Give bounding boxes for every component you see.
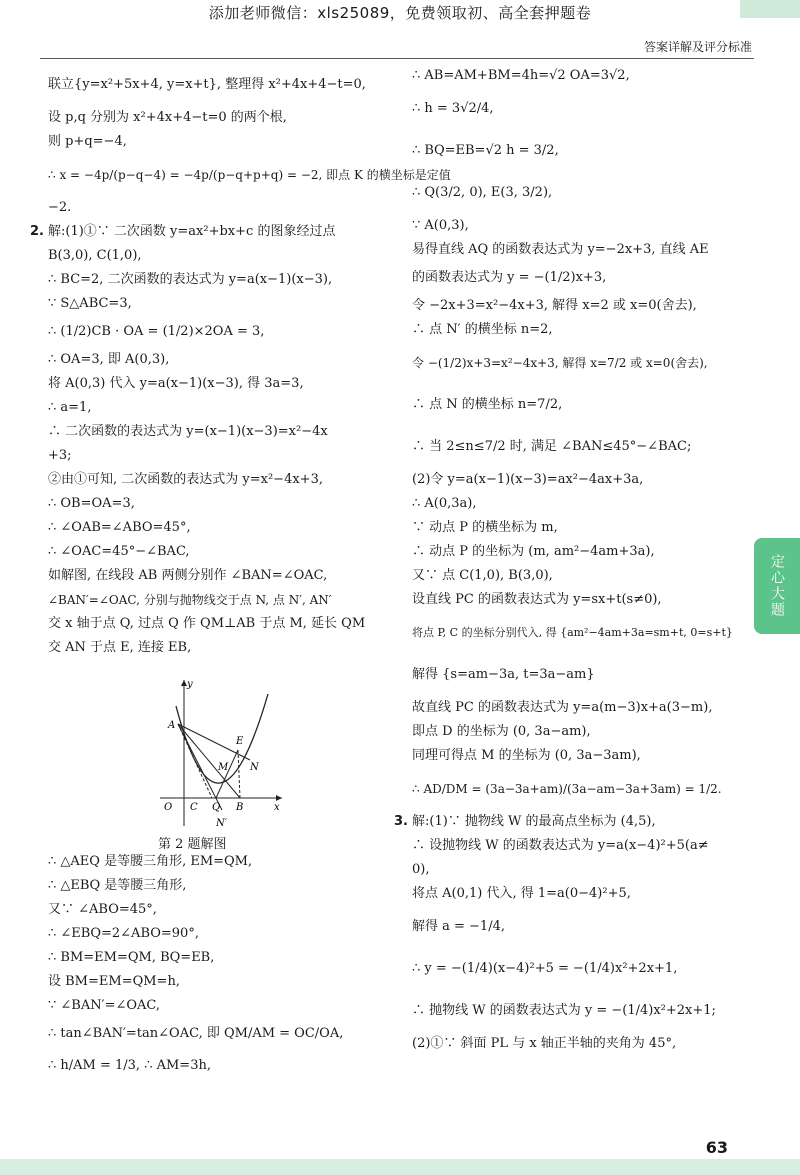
text-line: 0), — [412, 862, 430, 877]
text-line: 如解图, 在线段 AB 两侧分别作 ∠BAN=∠OAC, — [48, 568, 328, 583]
text-line: ∴ ∠EBQ=2∠ABO=90°, — [48, 926, 199, 941]
label-c: C — [190, 802, 198, 813]
text-line: 解:(1)∵ 抛物线 W 的最高点坐标为 (4,5), — [412, 814, 656, 829]
text-line: ∴ 设抛物线 W 的函数表达式为 y=a(x−4)²+5(a≠ — [412, 838, 709, 853]
line-an-prime — [178, 724, 222, 810]
line-eb — [238, 750, 240, 798]
text-line: ∴ (1/2)CB · OA = (1/2)×2OA = 3, — [48, 324, 265, 339]
text-line: ∴ ∠OAB=∠ABO=45°, — [48, 520, 191, 535]
label-m: M — [218, 762, 229, 773]
text-line: ∴ 二次函数的表达式为 y=(x−1)(x−3)=x²−4x — [48, 424, 328, 439]
label-e: E — [236, 736, 244, 747]
text-line: ∴ 动点 P 的坐标为 (m, am²−4am+3a), — [412, 544, 655, 559]
text-line: ∴ h/AM = 1/3, ∴ AM=3h, — [48, 1058, 211, 1073]
text-line: 交 AN 于点 E, 连接 EB, — [48, 640, 192, 655]
text-line: 则 p+q=−4, — [48, 134, 127, 149]
text-line: (2)令 y=a(x−1)(x−3)=ax²−4ax+3a, — [412, 472, 644, 487]
text-line: ∵ A(0,3), — [412, 218, 469, 233]
text-line: 交 x 轴于点 Q, 过点 Q 作 QM⊥AB 于点 M, 延长 QM — [48, 616, 366, 631]
question-line — [30, 220, 378, 244]
text-line: 令 −(1/2)x+3=x²−4x+3, 解得 x=7/2 或 x=0(舍去), — [412, 356, 708, 370]
text-line: ∴ OA=3, 即 A(0,3), — [48, 352, 170, 367]
label-q: Q — [212, 802, 221, 813]
text-line: B(3,0), C(1,0), — [48, 248, 142, 263]
text-line: ∴ A(0,3a), — [412, 496, 477, 511]
label-n: N — [250, 762, 259, 773]
text-line: ∠BAN′=∠OAC, 分别与抛物线交于点 N, 点 N′, AN′ — [48, 593, 332, 607]
text-line: ∵ S△ABC=3, — [48, 296, 132, 311]
text-line: ∵ ∠BAN′=∠OAC, — [48, 998, 161, 1013]
label-y: y — [187, 679, 193, 690]
text-line: 解得 {s=am−3a, t=3a−am} — [412, 667, 595, 682]
text-line: ∴ AB=AM+BM=4h=√2 OA=3√2, — [412, 68, 630, 83]
label-b: B — [236, 802, 244, 813]
text-line: ∴ y = −(1/4)(x−4)²+5 = −(1/4)x²+2x+1, — [412, 961, 678, 976]
text-line: 解:(1)①∵ 二次函数 y=ax²+bx+c 的图象经过点 — [48, 224, 336, 239]
text-line: ∴ BC=2, 二次函数的表达式为 y=a(x−1)(x−3), — [48, 272, 333, 287]
text-line: +3; — [48, 448, 72, 463]
text-line: ∴ 当 2≤n≤7/2 时, 满足 ∠BAN≤45°−∠BAC; — [412, 439, 692, 454]
text-line: 设直线 PC 的函数表达式为 y=sx+t(s≠0), — [412, 592, 662, 607]
text-line: ∴ AD/DM = (3a−3a+am)/(3a−am−3a+3am) = 1/2. — [412, 782, 722, 796]
text-line: ∴ h = 3√2/4, — [412, 101, 494, 116]
text-line: 设 p,q 分别为 x²+4x+4−t=0 的两个根, — [48, 110, 287, 125]
text-line: ∴ △AEQ 是等腰三角形, EM=QM, — [48, 854, 253, 869]
header-rule — [40, 58, 754, 59]
text-line: 故直线 PC 的函数表达式为 y=a(m−3)x+a(3−m), — [412, 700, 713, 715]
text-line: 联立{y=x²+5x+4, y=x+t}, 整理得 x²+4x+4−t=0, — [48, 77, 366, 92]
text-line: 令 −2x+3=x²−4x+3, 解得 x=2 或 x=0(舍去), — [412, 298, 697, 313]
text-line: ∴ BM=EM=QM, BQ=EB, — [48, 950, 215, 965]
text-line: 将 A(0,3) 代入 y=a(x−1)(x−3), 得 3a=3, — [48, 376, 304, 391]
x-axis-arrow — [276, 795, 282, 801]
text-line: ②由①可知, 二次函数的表达式为 y=x²−4x+3, — [48, 472, 323, 487]
promo-banner: 添加老师微信：xls25089，免费领取初、高全套押题卷 — [208, 4, 592, 22]
text-line: ∴ △EBQ 是等腰三角形, — [48, 878, 187, 893]
text-line: ∴ Q(3/2, 0), E(3, 3/2), — [412, 185, 553, 200]
question-line — [394, 810, 742, 834]
text-line: 将点 A(0,1) 代入, 得 1=a(0−4)²+5, — [412, 886, 631, 901]
line-ac — [178, 724, 212, 798]
text-line: 将点 P, C 的坐标分别代入, 得 {am²−4am+3a=sm+t, 0=s+t} — [412, 626, 733, 639]
running-header: 答案详解及评分标准 — [643, 40, 752, 54]
text-line: 又∵ 点 C(1,0), B(3,0), — [412, 568, 553, 583]
label-n-prime: N′ — [216, 818, 228, 829]
text-line: 同理可得点 M 的坐标为 (0, 3a−3am), — [412, 748, 641, 763]
page-number: 63 — [705, 1138, 728, 1157]
text-line: 解得 a = −1/4, — [412, 919, 505, 934]
label-o: O — [164, 802, 173, 813]
text-line: ∴ OB=OA=3, — [48, 496, 135, 511]
text-line: 的函数表达式为 y = −(1/2)x+3, — [412, 270, 607, 285]
text-line: ∴ ∠OAC=45°−∠BAC, — [48, 544, 190, 559]
text-line: ∴ x = −4p/(p−q−4) = −4p/(p−q+p+q) = −2, 即点 K 的横坐标是定值 — [48, 168, 451, 182]
parabola-figure — [150, 676, 285, 831]
text-line: ∴ a=1, — [48, 400, 92, 415]
text-line: ∴ 抛物线 W 的函数表达式为 y = −(1/4)x²+2x+1; — [412, 1003, 716, 1018]
text-line: (2)①∵ 斜面 PL 与 x 轴正半轴的夹角为 45°, — [412, 1036, 677, 1051]
question-number: 3. — [394, 814, 408, 829]
text-line: ∴ tan∠BAN′=tan∠OAC, 即 QM/AM = OC/OA, — [48, 1026, 344, 1041]
text-line: ∴ 点 N 的横坐标 n=7/2, — [412, 397, 563, 412]
text-line: ∵ 动点 P 的横坐标为 m, — [412, 520, 558, 535]
text-line: 即点 D 的坐标为 (0, 3a−am), — [412, 724, 591, 739]
bottom-band — [0, 1159, 800, 1175]
line-ab — [178, 724, 240, 798]
text-line: ∴ BQ=EB=√2 h = 3/2, — [412, 143, 559, 158]
text-line: 又∵ ∠ABO=45°, — [48, 902, 157, 917]
text-line: ∴ 点 N′ 的横坐标 n=2, — [412, 322, 553, 337]
text-line: 易得直线 AQ 的函数表达式为 y=−2x+3, 直线 AE — [412, 242, 709, 257]
label-a: A — [168, 720, 176, 731]
figure-caption: 第 2 题解图 — [158, 837, 227, 852]
label-x: x — [274, 802, 280, 813]
question-number: 2. — [30, 224, 44, 239]
chapter-side-tab: 定心大题 — [754, 538, 800, 634]
right-column — [394, 64, 742, 1056]
text-line: −2. — [48, 200, 72, 215]
text-line: 设 BM=EM=QM=h, — [48, 974, 180, 989]
